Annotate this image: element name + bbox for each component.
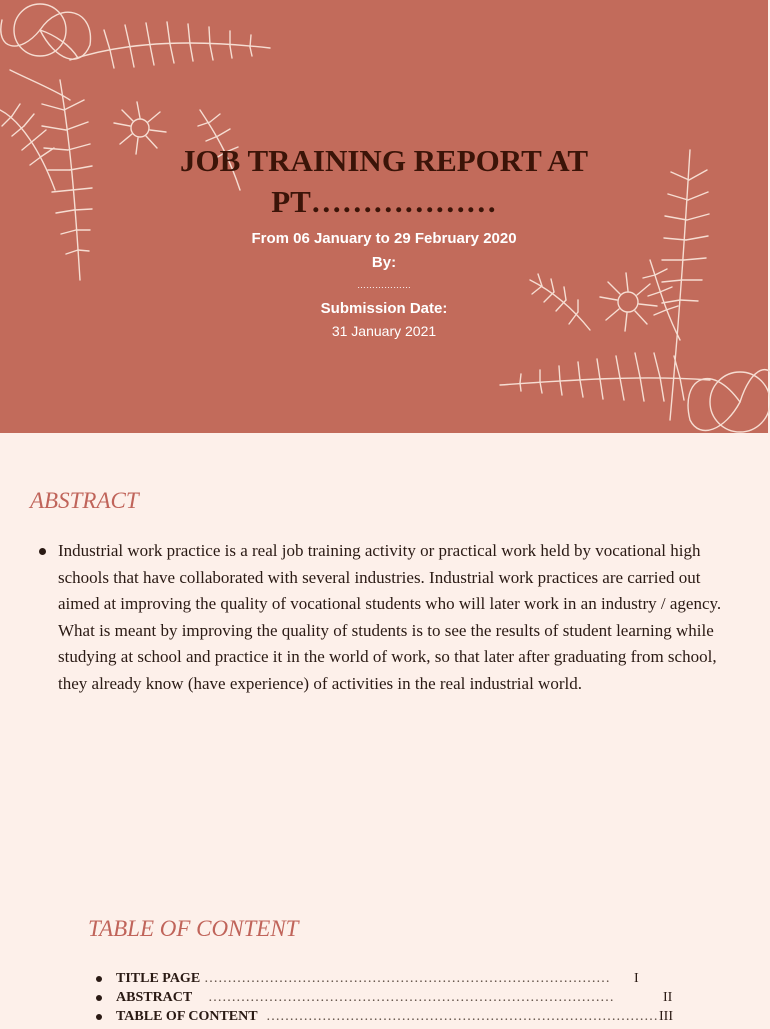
toc-entry-page: II: [663, 990, 673, 1005]
abstract-heading: ABSTRACT: [30, 488, 139, 513]
report-title-line-2: PT………………: [271, 184, 497, 219]
toc-entry: [0, 1009, 768, 1029]
toc-entry-label: TITLE PAGE: [116, 971, 201, 986]
training-period: From 06 January to 29 February 2020: [251, 230, 517, 247]
toc-bullet-icon: [96, 1014, 102, 1020]
abstract-paragraph: Industrial work practice is a real job training activity or practical work held by vocational high schools that have collaborated with several industries. Industrial work practices are carried out aimed at improving the quality of vocational students who will later work in an industry / agency. What is meant by improving the quality of students is to see the results of student learning while studying at school and practice it in the world of work, so that later after graduating from school, they already know (have experience) of activities in the real industrial world.: [58, 541, 722, 693]
toc-entry: [0, 990, 768, 1010]
author-placeholder: ………………: [357, 280, 411, 290]
toc-bullet-icon: [96, 995, 102, 1001]
report-title-line-1: JOB TRAINING REPORT AT: [179, 143, 589, 178]
toc-entry-page: I: [634, 971, 639, 986]
submission-date-label: Submission Date:: [320, 300, 448, 317]
cover-banner: [0, 0, 768, 433]
toc-entry-label: ABSTRACT: [116, 990, 193, 1005]
by-label: By:: [371, 254, 397, 271]
toc-entry-label: TABLE OF CONTENT: [116, 1009, 258, 1024]
toc-entry-page: III: [659, 1009, 673, 1024]
toc-entry: [0, 971, 768, 991]
report-title: [0, 140, 768, 222]
abstract-bullet-icon: [39, 548, 46, 555]
toc-bullet-icon: [96, 976, 102, 982]
toc-heading: TABLE OF CONTENT: [88, 916, 299, 941]
toc-entry-leader: ……………………………………………………………………………: [208, 990, 614, 1005]
toc-entry-leader: ……………………………………………………………………………: [204, 971, 610, 986]
submission-date-value: 31 January 2021: [331, 323, 437, 339]
toc-entry-leader: …………………………………………………………………………: [266, 1009, 658, 1024]
